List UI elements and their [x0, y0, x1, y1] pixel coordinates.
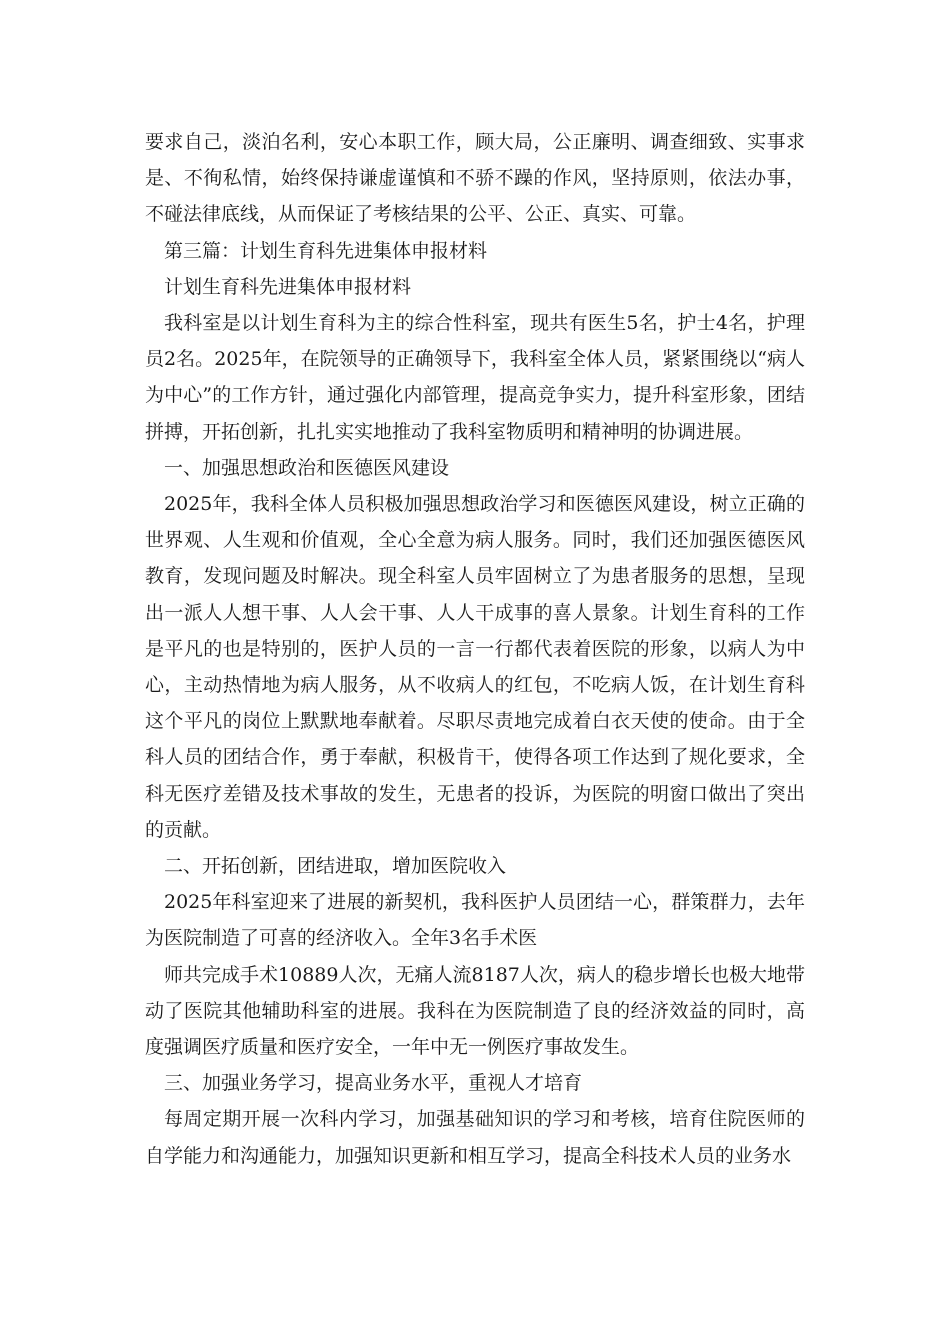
paragraph-section-one: 2025年，我科全体人员积极加强思想政治学习和医德医风建设，树立正确的世界观、人生观和价值观，全心全意为病人服务。同时，我们还加强医德医风教育，发现问题及时解决。现全科室人员牢固树立了为患者服务的思想，呈现出一派人人想干事、人人会干事、人人干成事的喜人景象。计划生育科的工作是平凡的也是特别的，医护人员的一言一行都代表着医院的形象，以病人为中心，主动热情地为病人服务，从不收病人的红包，不吃病人饭，在计划生育科这个平凡的岗位上默默地奉献着。尽职尽责地完成着白衣天使的使命。由于全科人员的团结合作，勇于奉献，积极肯干，使得各项工作达到了规化要求，全科无医疗差错及技术事故的发生，无患者的投诉，为医院的明窗口做出了突出的贡献。	[145, 493, 805, 841]
paragraph-1: 要求自己，淡泊名利，安心本职工作，顾大局，公正廉明、调查细致、实事求是、不徇私情，始终保持谦虚谨慎和不骄不躁的作风，坚持原则，依法办事，不碰法律底线，从而保证了考核结果的公平、公正、真实、可靠。	[145, 131, 805, 226]
document-title: 计划生育科先进集体申报材料	[164, 275, 412, 298]
paragraph-section-three: 每周定期开展一次科内学习，加强基础知识的学习和考核，培育住院医师的自学能力和沟通能力，加强知识更新和相互学习，提高全科技术人员的业务水	[145, 1108, 805, 1167]
heading-one: 一、加强思想政治和医德医风建设	[164, 456, 450, 479]
heading-two: 二、开拓创新，团结进取，增加医院收入	[164, 855, 507, 878]
paragraph-intro: 我科室是以计划生育科为主的综合性科室，现共有医生5名，护士4名，护理员2名。2025年，在院领导的正确领导下，我科室全体人员，紧紧围绕以“病人为中心”的工作方针，通过强化内部管理，提高竞争实力，提升科室形象，团结拼搏，开拓创新，扎扎实实地推动了我科室物质明和精神明的协调进展。	[145, 312, 805, 443]
paragraph-section-two-a: 2025年科室迎来了进展的新契机，我科医护人员团结一心，群策群力，去年为医院制造了可喜的经济收入。全年3名手术医	[145, 891, 805, 950]
section-title-part-three: 第三篇：计划生育科先进集体申报材料	[164, 239, 488, 262]
document-body	[145, 124, 805, 1174]
paragraph-section-two-b: 师共完成手术10889人次，无痛人流8187人次，病人的稳步增长也极大地带动了医院其他辅助科室的进展。我科在为医院制造了良的经济效益的同时，高度强调医疗质量和医疗安全，一年中无一例医疗事故发生。	[145, 963, 805, 1059]
heading-three: 三、加强业务学习，提高业务水平，重视人才培育	[164, 1072, 583, 1095]
